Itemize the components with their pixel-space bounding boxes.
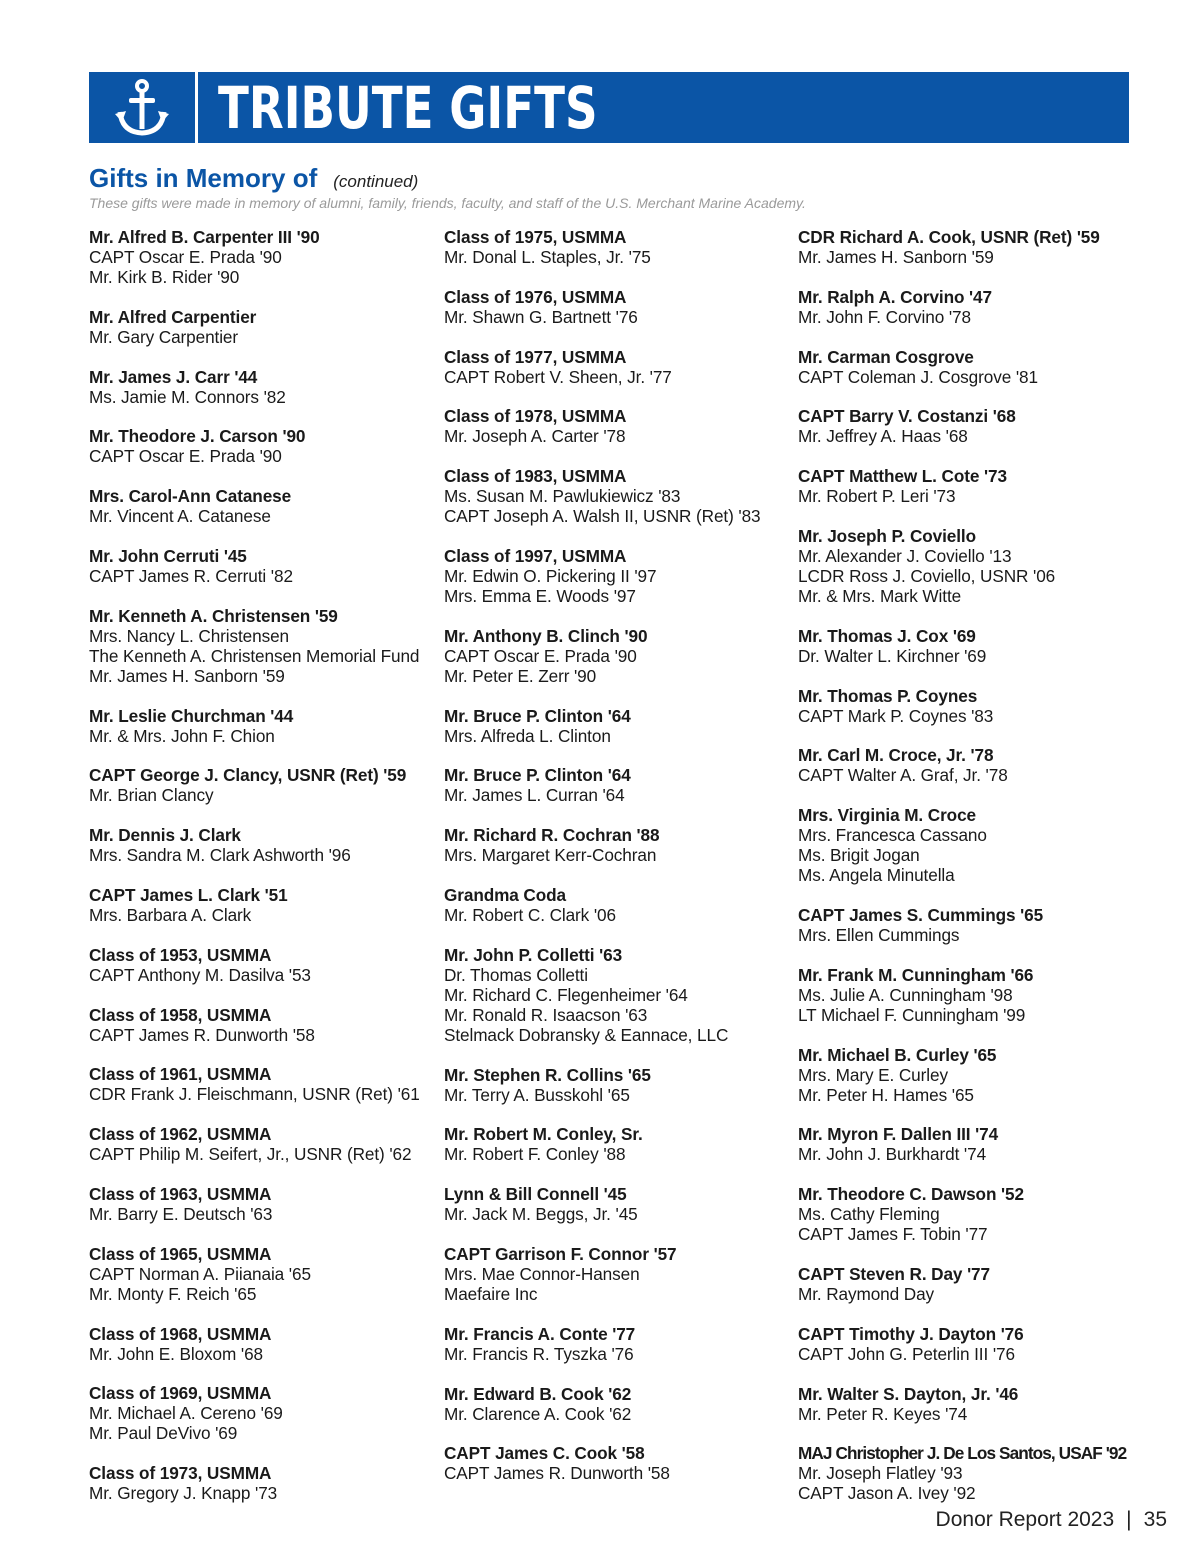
honoree-name: Mr. Ralph A. Corvino '47 [798,286,992,307]
donor-name: Mr. Jack M. Beggs, Jr. '45 [444,1204,638,1225]
memorial-entry [798,686,1168,726]
honoree-name: Mr. Bruce P. Clinton '64 [444,705,631,726]
donor-name: CAPT John G. Peterlin III '76 [798,1343,1015,1364]
honoree-name: Mr. Joseph P. Coviello [798,525,977,546]
honoree-name: Mr. Walter S. Dayton, Jr. '46 [798,1383,1019,1404]
memorial-entry [444,1065,794,1105]
donor-name: Mr. Barry E. Deutsch '63 [89,1203,273,1224]
memorial-entry [444,765,794,805]
donor-name: Mr. James H. Sanborn '59 [89,665,285,686]
section-heading [89,163,418,194]
donor-name: Mr. Michael A. Cereno '69 [89,1403,283,1424]
memorial-entry [798,287,1168,327]
donor-name: CAPT Anthony M. Dasilva '53 [89,964,311,985]
footer-separator: | [1126,1508,1132,1531]
honoree-name: Lynn & Bill Connell '45 [444,1184,627,1205]
donor-name: CAPT Walter A. Graf, Jr. '78 [798,765,1008,786]
section-subtitle: (continued) [333,172,419,191]
donor-name: Mr. Raymond Day [798,1283,935,1304]
memorial-entry [89,885,439,925]
page-title: TRIBUTE GIFTS [218,73,598,142]
donor-name: Mr. Francis R. Tyszka '76 [444,1343,634,1364]
honoree-name: Mr. Alfred Carpentier [89,306,257,327]
donor-name: CAPT Coleman J. Cosgrove '81 [798,366,1038,387]
donor-name: Mr. Peter E. Zerr '90 [444,665,597,686]
honoree-name: Class of 1968, USMMA [89,1323,272,1344]
memorial-entry [89,1324,439,1364]
donor-name: CAPT James R. Cerruti '82 [89,565,293,586]
donor-name: CAPT Joseph A. Walsh II, USNR (Ret) '83 [444,506,761,527]
memorial-entry [444,227,794,267]
memorial-entry [798,905,1168,945]
donor-name: Ms. Cathy Fleming [798,1204,940,1225]
memorial-entry [798,1324,1168,1364]
donor-name: Mrs. Emma E. Woods '97 [444,585,636,606]
donor-name: Mrs. Barbara A. Clark [89,904,252,925]
honoree-name: CDR Richard A. Cook, USNR (Ret) '59 [798,227,1100,247]
memorial-entry [444,466,794,526]
memorial-entry [798,526,1168,606]
donor-name: Mr. Jeffrey A. Haas '68 [798,426,968,447]
donor-name: CAPT Oscar E. Prada '90 [444,645,637,666]
honoree-name: Mr. Bruce P. Clinton '64 [444,765,631,786]
donor-name: Ms. Angela Minutella [798,865,955,886]
memorial-entry [89,606,439,686]
donor-name: Mr. Joseph Flatley '93 [798,1463,963,1484]
donor-name: Mr. Donal L. Staples, Jr. '75 [444,247,651,267]
page-footer [936,1508,1167,1532]
donor-name: CAPT Jason A. Ivey '92 [798,1483,976,1504]
honoree-name: Mr. Anthony B. Clinch '90 [444,625,648,646]
honoree-name: Mr. Carl M. Croce, Jr. '78 [798,745,994,766]
anchor-icon-box [89,72,195,143]
donor-name: CAPT James R. Dunworth '58 [89,1024,315,1045]
donor-name: Mr. Brian Clancy [89,785,214,806]
column-3 [798,227,1168,1523]
donor-name: Mrs. Mae Connor-Hansen [444,1263,640,1284]
memorial-entry [798,227,1168,267]
memorial-entry [798,347,1168,387]
donor-name: Mr. Robert C. Clark '06 [444,904,616,925]
honoree-name: CAPT James C. Cook '58 [444,1443,645,1464]
donor-name: Mrs. Francesca Cassano [798,825,987,846]
donor-name: CAPT Philip M. Seifert, Jr., USNR (Ret) '62 [89,1144,412,1165]
honoree-name: Class of 1976, USMMA [444,286,627,307]
donor-name: Mr. Terry A. Busskohl '65 [444,1084,630,1105]
honoree-name: Class of 1958, USMMA [89,1004,272,1025]
donor-name: Mr. Edwin O. Pickering II '97 [444,565,657,586]
donor-name: Mr. James H. Sanborn '59 [798,247,994,267]
donor-name: CDR Frank J. Fleischmann, USNR (Ret) '61 [89,1084,420,1105]
donor-name: Mr. Gregory J. Knapp '73 [89,1483,278,1504]
memorial-entry [444,406,794,446]
memorial-entry [798,406,1168,446]
honoree-name: Mr. Theodore C. Dawson '52 [798,1184,1024,1205]
honoree-name: MAJ Christopher J. De Los Santos, USAF '92 [798,1443,1127,1464]
honoree-name: Mr. Thomas J. Cox '69 [798,625,976,646]
honoree-name: CAPT George J. Clancy, USNR (Ret) '59 [89,765,407,786]
donor-name: Mr. John F. Corvino '78 [798,306,971,327]
honoree-name: Mr. Stephen R. Collins '65 [444,1064,651,1085]
section-note: These gifts were made in memory of alumni, family, friends, faculty, and staff of the U.S. Merchant Marine Academy. [89,195,806,211]
donor-name: Maefaire Inc [444,1283,538,1304]
donor-name: CAPT Oscar E. Prada '90 [89,247,282,267]
honoree-name: Class of 1969, USMMA [89,1383,272,1404]
anchor-icon [114,78,170,138]
honoree-name: CAPT James S. Cummings '65 [798,904,1044,925]
donor-name: CAPT Mark P. Coynes '83 [798,705,994,726]
donor-name: Ms. Brigit Jogan [798,845,920,866]
section-title: Gifts in Memory of [89,163,318,193]
donor-name: Mr. Ronald R. Isaacson '63 [444,1004,648,1025]
donor-name: Mr. Vincent A. Catanese [89,506,271,527]
memorial-entry [444,626,794,686]
donor-name: Mrs. Mary E. Curley [798,1064,948,1085]
memorial-entry [798,1443,1168,1503]
honoree-name: CAPT Steven R. Day '77 [798,1263,990,1284]
column-1 [89,227,439,1523]
donor-name: Ms. Susan M. Pawlukiewicz '83 [444,486,681,507]
memorial-entry [89,307,439,347]
honoree-name: Mr. James J. Carr '44 [89,366,258,387]
memorial-entry [444,546,794,606]
memorial-entry [444,347,794,387]
donor-name: Mr. Peter H. Hames '65 [798,1084,974,1105]
donor-name: Mr. Alexander J. Coviello '13 [798,545,1012,566]
honoree-name: Mr. Dennis J. Clark [89,825,241,846]
donor-name: Mr. John E. Bloxom '68 [89,1343,263,1364]
donor-name: Mr. Robert F. Conley '88 [444,1144,626,1165]
donor-name: LCDR Ross J. Coviello, USNR '06 [798,565,1056,586]
memorial-entry [444,1184,794,1224]
memorial-entry [798,626,1168,666]
memorial-entry [444,1324,794,1364]
honoree-name: Class of 1962, USMMA [89,1124,272,1145]
donor-name: Mr. Monty F. Reich '65 [89,1283,257,1304]
memorial-entry [89,945,439,985]
memorial-entry [798,1184,1168,1244]
donor-name: Mr. Paul DeVivo '69 [89,1423,238,1444]
memorial-entry [89,1005,439,1045]
footer-report-title: Donor Report 2023 [935,1508,1115,1531]
memorial-entry [89,706,439,746]
honoree-name: Class of 1997, USMMA [444,545,627,566]
memorial-entry [444,1124,794,1164]
honoree-name: Mr. Theodore J. Carson '90 [89,426,306,447]
memorial-entry [444,885,794,925]
honoree-name: Mr. Kenneth A. Christensen '59 [89,605,338,626]
honoree-name: Mr. Michael B. Curley '65 [798,1044,997,1065]
donor-name: Ms. Jamie M. Connors '82 [89,386,286,407]
honoree-name: Mr. Robert M. Conley, Sr. [444,1124,643,1145]
honoree-name: Class of 1973, USMMA [89,1463,272,1484]
honoree-name: Class of 1983, USMMA [444,466,627,487]
donor-name: Ms. Julie A. Cunningham '98 [798,984,1013,1005]
donor-name: Mr. & Mrs. John F. Chion [89,725,275,746]
honoree-name: Mr. Edward B. Cook '62 [444,1383,632,1404]
memorial-entry [89,227,439,287]
honoree-name: CAPT Timothy J. Dayton '76 [798,1323,1024,1344]
honoree-name: Mrs. Carol-Ann Catanese [89,486,292,507]
donor-name: CAPT Robert V. Sheen, Jr. '77 [444,366,672,387]
memorial-entry [89,546,439,586]
memorial-entry [444,1384,794,1424]
donor-name: Mrs. Nancy L. Christensen [89,625,289,646]
memorial-entry [798,965,1168,1025]
memorial-entry [89,825,439,865]
honoree-name: Class of 1963, USMMA [89,1183,272,1204]
honoree-name: Mr. Alfred B. Carpenter III '90 [89,227,320,247]
donor-name: CAPT James F. Tobin '77 [798,1224,988,1245]
memorial-entry [798,1045,1168,1105]
donor-name: Mr. Gary Carpentier [89,326,239,347]
memorial-entry [444,1443,794,1483]
donor-name: The Kenneth A. Christensen Memorial Fund [89,645,420,666]
donor-name: Mr. John J. Burkhardt '74 [798,1144,987,1165]
memorial-entry [89,426,439,466]
column-2 [444,227,794,1503]
memorial-entry [89,1244,439,1304]
donor-name: CAPT James R. Dunworth '58 [444,1463,670,1484]
honoree-name: Mr. Frank M. Cunningham '66 [798,964,1034,985]
honoree-name: Mr. Leslie Churchman '44 [89,705,294,726]
donor-name: LT Michael F. Cunningham '99 [798,1004,1026,1025]
honoree-name: CAPT Barry V. Costanzi '68 [798,406,1016,427]
page-number: 35 [1143,1508,1167,1531]
memorial-entry [444,287,794,327]
honoree-name: Mr. Carman Cosgrove [798,346,974,367]
honoree-name: Grandma Coda [444,884,566,905]
honoree-name: Mr. Thomas P. Coynes [798,685,978,706]
memorial-entry [798,1124,1168,1164]
donor-name: Mr. James L. Curran '64 [444,785,625,806]
memorial-entry [89,1064,439,1104]
donor-name: Mr. Robert P. Leri '73 [798,486,956,507]
donor-name: CAPT Oscar E. Prada '90 [89,446,282,467]
memorial-entry [798,1384,1168,1424]
honoree-name: CAPT Garrison F. Connor '57 [444,1243,677,1264]
donor-name: Mr. Shawn G. Bartnett '76 [444,306,638,327]
honoree-name: Class of 1953, USMMA [89,944,272,965]
memorial-entry [89,1383,439,1443]
memorial-entry [89,1463,439,1503]
donor-name: Mr. Richard C. Flegenheimer '64 [444,984,688,1005]
donor-name: Mr. Kirk B. Rider '90 [89,267,240,287]
donor-name: Mrs. Alfreda L. Clinton [444,725,611,746]
memorial-entry [444,1244,794,1304]
donor-name: Mrs. Ellen Cummings [798,924,960,945]
memorial-entry [444,945,794,1045]
honoree-name: Class of 1965, USMMA [89,1243,272,1264]
honoree-name: Mr. John Cerruti '45 [89,545,247,566]
donor-name: Dr. Walter L. Kirchner '69 [798,645,987,666]
banner-divider [195,72,198,143]
memorial-entry [798,466,1168,506]
memorial-entry [798,1264,1168,1304]
donor-name: Mr. Clarence A. Cook '62 [444,1403,632,1424]
memorial-entry [89,367,439,407]
donor-name: Mrs. Margaret Kerr-Cochran [444,845,657,866]
memorial-entry [444,706,794,746]
memorial-entry [89,1124,439,1164]
honoree-name: Mr. Richard R. Cochran '88 [444,825,660,846]
donor-name: Mr. Peter R. Keyes '74 [798,1403,968,1424]
honoree-name: CAPT Matthew L. Cote '73 [798,466,1007,487]
donor-name: Mrs. Sandra M. Clark Ashworth '96 [89,845,351,866]
donor-name: CAPT Norman A. Piianaia '65 [89,1263,311,1284]
memorial-entry [89,1184,439,1224]
donor-name: Dr. Thomas Colletti [444,964,588,985]
memorial-entry [89,765,439,805]
honoree-name: Class of 1977, USMMA [444,346,627,367]
honoree-name: Class of 1978, USMMA [444,406,627,427]
honoree-name: CAPT James L. Clark '51 [89,884,288,905]
honoree-name: Mr. John P. Colletti '63 [444,944,623,965]
donor-name: Stelmack Dobransky & Eannace, LLC [444,1024,729,1045]
honoree-name: Class of 1975, USMMA [444,227,627,247]
memorial-entry [798,805,1168,885]
honoree-name: Mr. Myron F. Dallen III '74 [798,1124,999,1145]
donor-name: Mr. & Mrs. Mark Witte [798,585,962,606]
donor-name: Mr. Joseph A. Carter '78 [444,426,626,447]
memorial-entry [798,745,1168,785]
memorial-entry [444,825,794,865]
honoree-name: Mrs. Virginia M. Croce [798,805,977,826]
honoree-name: Mr. Francis A. Conte '77 [444,1323,636,1344]
header-banner [89,72,1129,143]
honoree-name: Class of 1961, USMMA [89,1064,272,1085]
memorial-entry [89,486,439,526]
